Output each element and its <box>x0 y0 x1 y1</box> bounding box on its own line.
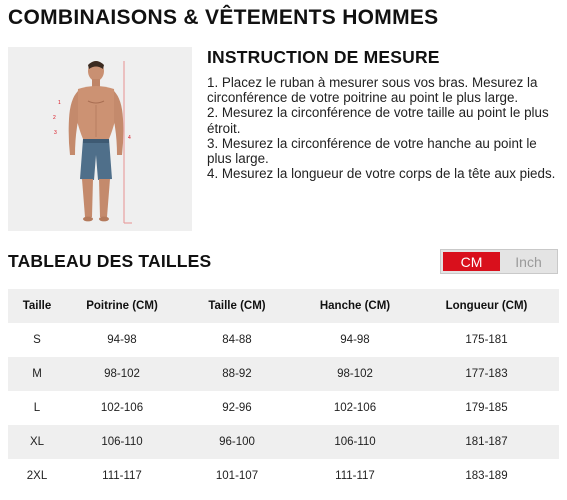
size-chart-title: TABLEAU DES TAILLES <box>8 251 212 271</box>
model-image <box>8 47 192 231</box>
instruction-step-3: 3. Mesurez la circonférence de votre hanche au point le plus large. <box>207 135 537 167</box>
cell-length: 181-187 <box>414 425 559 459</box>
cell-chest: 102-106 <box>66 391 178 425</box>
cell-waist: 96-100 <box>178 425 296 459</box>
cell-chest: 94-98 <box>66 323 178 357</box>
cell-size: M <box>8 357 66 391</box>
unit-inch-button[interactable]: Inch <box>500 250 557 273</box>
measurement-figure <box>8 47 192 231</box>
unit-cm-button[interactable]: CM <box>443 252 500 271</box>
cell-hip: 102-106 <box>296 391 414 425</box>
cell-waist: 92-96 <box>178 391 296 425</box>
table-row <box>8 357 559 391</box>
cell-size: L <box>8 391 66 425</box>
table-row <box>8 425 559 459</box>
cell-hip: 106-110 <box>296 425 414 459</box>
cell-size: S <box>8 323 66 357</box>
instruction-step-2: 2. Mesurez la circonférence de votre taille au point le plus étroit. <box>207 105 549 136</box>
cell-chest: 98-102 <box>66 357 178 391</box>
cell-length: 175-181 <box>414 323 559 357</box>
cell-hip: 98-102 <box>296 357 414 391</box>
header-waist: Taille (CM) <box>178 289 296 323</box>
marker-3: 3 <box>54 130 57 136</box>
cell-chest: 111-117 <box>66 459 178 493</box>
cell-size: 2XL <box>8 459 66 493</box>
cell-size: XL <box>8 425 66 459</box>
instructions-title: INSTRUCTION DE MESURE <box>207 47 440 67</box>
table-row <box>8 391 559 425</box>
size-table <box>8 289 559 493</box>
header-chest: Poitrine (CM) <box>66 289 178 323</box>
cell-hip: 94-98 <box>296 323 414 357</box>
header-length: Longueur (CM) <box>414 289 559 323</box>
cell-hip: 111-117 <box>296 459 414 493</box>
cell-length: 179-185 <box>414 391 559 425</box>
table-row <box>8 323 559 357</box>
instruction-step-1: 1. Placez le ruban à mesurer sous vos bras. Mesurez la circonférence de votre poitrine au point le plus large. <box>207 75 538 106</box>
cell-chest: 106-110 <box>66 425 178 459</box>
table-header-row <box>8 289 559 323</box>
cell-waist: 84-88 <box>178 323 296 357</box>
cell-waist: 88-92 <box>178 357 296 391</box>
instruction-step-4: 4. Mesurez la longueur de votre corps de la tête aux pieds. <box>207 166 556 182</box>
instructions-text <box>207 75 559 181</box>
header-size: Taille <box>8 289 66 323</box>
table-row <box>8 459 559 493</box>
cell-length: 183-189 <box>414 459 559 493</box>
unit-toggle <box>440 249 558 274</box>
marker-4: 4 <box>128 135 131 141</box>
cell-waist: 101-107 <box>178 459 296 493</box>
marker-2: 2 <box>53 115 56 121</box>
cell-length: 177-183 <box>414 357 559 391</box>
marker-1: 1 <box>58 100 61 106</box>
page-title: COMBINAISONS & VÊTEMENTS HOMMES <box>8 6 439 29</box>
header-hip: Hanche (CM) <box>296 289 414 323</box>
